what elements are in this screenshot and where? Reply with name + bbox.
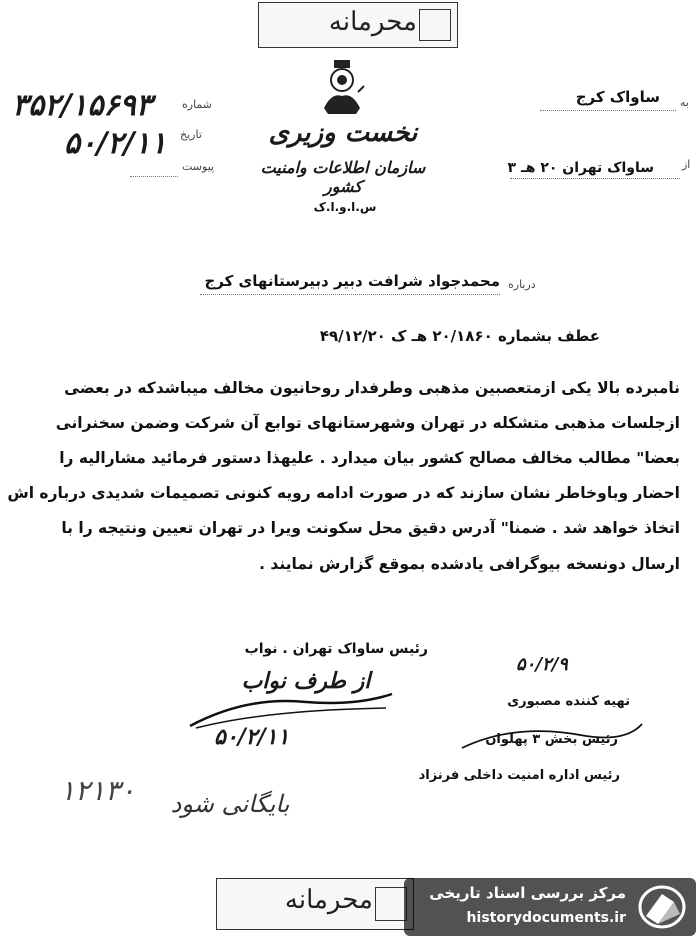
- number-value: ۳۵۲/۱۵۶۹۳: [12, 88, 152, 123]
- archive-note: بایگانی شود: [170, 790, 290, 818]
- to-value: ساواک کرج: [575, 88, 660, 106]
- section-chief: رئیس بخش ۳ پهلوان: [485, 732, 618, 747]
- watermark-title: مرکز بررسی اسناد تاریخی: [429, 884, 626, 902]
- confidential-stamp-bottom: [216, 878, 414, 930]
- chief-title: رئیس ساواک تهران . نواب: [244, 641, 428, 657]
- subject-value: محمدجواد شرافت دبیر دبیرستانهای کرج: [204, 272, 500, 290]
- to-label: به: [680, 96, 689, 109]
- enclosure-line: [130, 176, 178, 177]
- preparer-name: تهیه کننده مصبوری: [507, 694, 630, 709]
- body-line-2: ازجلسات مذهبی متشکله در تهران وشهرستانهای توابع آن شرکت وضمن سخنرانی: [55, 414, 680, 432]
- preparer-date: ۵۰/۲/۹: [516, 654, 568, 675]
- watermark-url: historydocuments.ir: [466, 910, 626, 926]
- to-line: [540, 110, 676, 111]
- section-chief-stroke: [456, 718, 646, 758]
- body-line-3: بعضا" مطالب مخالف مصالح کشور بیان میدارد . علیهذا دستور فرمائید مشارالیه را: [59, 449, 680, 467]
- body-line-5: اتخاذ خواهد شد . ضمنا" آدرس دقیق محل سکونت ویرا در تهران تعیین ونتیجه را با: [61, 519, 680, 537]
- watermark: [404, 878, 696, 936]
- office-chief: رئیس اداره امنیت داخلی فرنزاد: [418, 768, 620, 783]
- confidential-stamp-bottom-text: محرمانه: [284, 885, 373, 915]
- reference-line: عطف بشماره ۲۰/۱۸۶۰ هـ ک ۴۹/۱۲/۲۰: [319, 327, 600, 345]
- body-line-1: نامبرده بالا یکی ازمتعصبین مذهبی وطرفدار روحانیون مخالف میباشدکه در بعضی: [64, 379, 680, 397]
- number-label: شماره: [182, 98, 213, 111]
- chief-date: ۵۰/۲/۱۱: [214, 724, 290, 750]
- stamp-bottom-inner-box: [375, 887, 407, 921]
- organization-name: سازمان اطلاعات وامنیت کشور: [260, 158, 426, 196]
- subject-label: درباره: [508, 278, 536, 291]
- enclosure-label: پیوست: [182, 160, 215, 173]
- chief-signature: از طرف نواب: [241, 668, 371, 694]
- date-label: تاریخ: [180, 128, 202, 141]
- from-value: ساواک تهران ۲۰ هـ ۳: [507, 160, 654, 176]
- ministry-title: نخست وزیری: [268, 118, 418, 148]
- from-label: از: [682, 158, 691, 171]
- body-line-6: ارسال دونسخه بیوگرافی یادشده بموقع گزارش نمایند .: [259, 555, 680, 573]
- handwritten-number: ۱۲۱۳۰: [60, 774, 136, 807]
- confidential-stamp-top: [258, 2, 458, 48]
- lion-and-sun-emblem-icon: [318, 58, 366, 118]
- body-line-4: احضار وباوخاطر نشان سازند که در صورت ادامه رویه کنونی تصمیمات شدیدی درباره اش: [7, 484, 680, 502]
- from-line: [510, 178, 680, 179]
- subject-line: [200, 294, 500, 295]
- date-value: ۵۰/۲/۱۱: [64, 126, 167, 161]
- history-documents-logo-icon: [636, 884, 688, 930]
- ref-code: س.ا.و.ا.ک: [313, 200, 377, 214]
- confidential-stamp-text: محرمانه: [328, 7, 417, 37]
- stamp-inner-box: [419, 9, 451, 41]
